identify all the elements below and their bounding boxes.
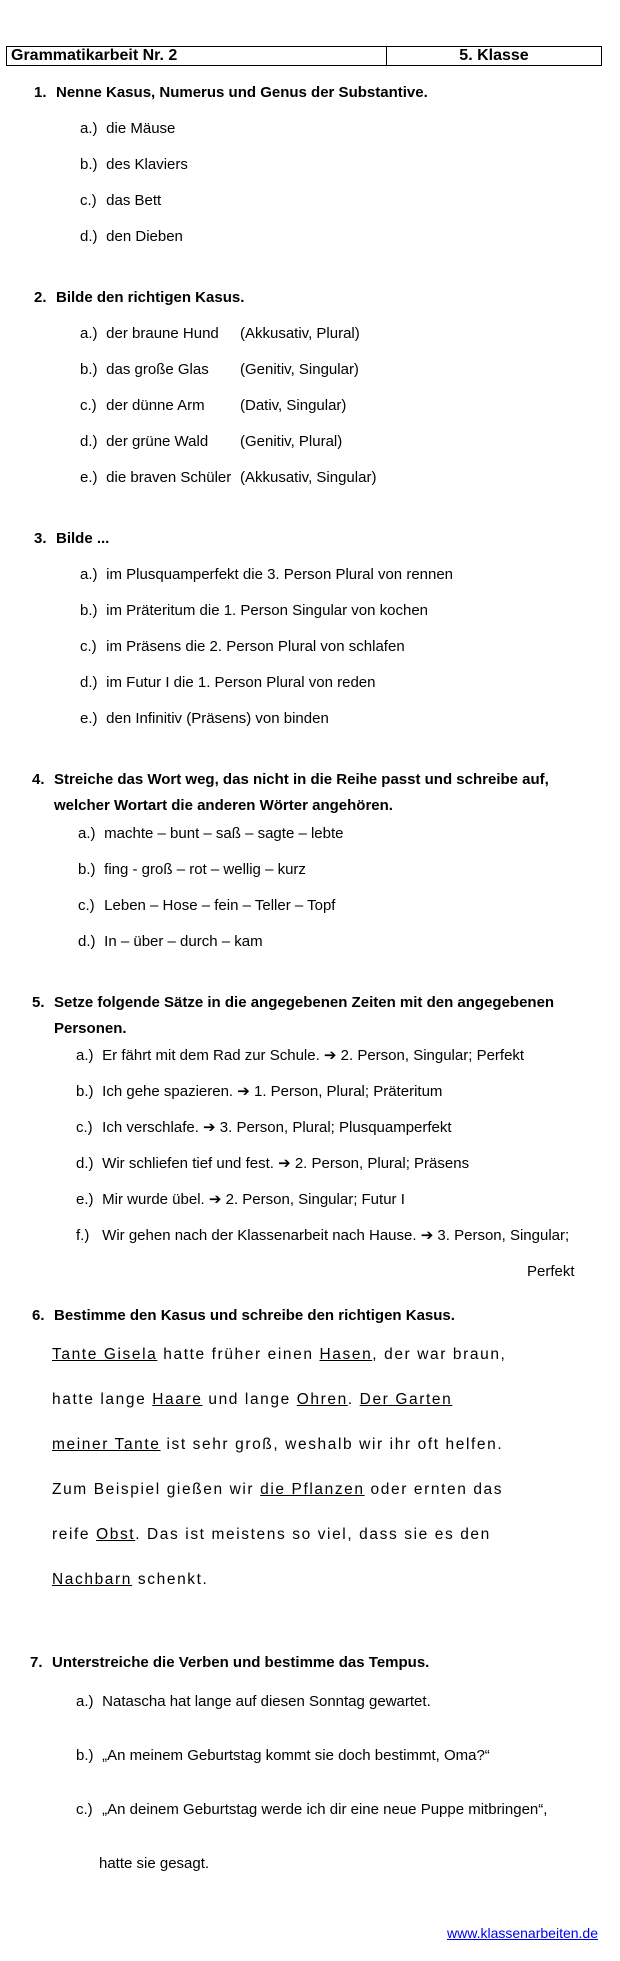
item-text: den Dieben: [106, 228, 183, 245]
text-line-4: [52, 1480, 503, 1500]
item-label: d.): [80, 228, 98, 245]
text-segment: , der war braun,: [372, 1346, 507, 1363]
item-text: „An deinem Geburtstag werde ich dir eine neue Puppe mitbringen“,: [102, 1801, 548, 1818]
underlined-word: meiner Tante: [52, 1436, 161, 1453]
text-segment: . Das ist meistens so viel, dass sie es den: [135, 1526, 491, 1543]
text-line-3: [52, 1435, 503, 1455]
item-label: a.): [76, 1693, 94, 1710]
item-text: Leben – Hose – fein – Teller – Topf: [104, 897, 336, 914]
underlined-word: Der Garten: [359, 1391, 453, 1408]
item-label: c.): [78, 897, 95, 914]
grade-label: 5. Klasse: [459, 47, 529, 64]
item-text: der grüne Wald: [106, 433, 209, 450]
list-item: [80, 469, 480, 487]
item-label: c.): [80, 638, 97, 655]
underlined-word: Ohren: [296, 1391, 348, 1408]
item-text: den Infinitiv (Präsens) von binden: [106, 710, 329, 727]
underlined-word: Hasen: [319, 1346, 373, 1363]
text-line-5: [52, 1525, 491, 1545]
underlined-word: Tante Gisela: [52, 1346, 158, 1363]
text-segment: schenkt.: [132, 1571, 209, 1588]
question-4: [32, 771, 549, 789]
text-segment: ist sehr groß, weshalb wir ihr oft helfen.: [160, 1436, 504, 1453]
item-text: im Plusquamperfekt die 3. Person Plural von rennen: [106, 566, 454, 583]
text-segment: Zum Beispiel gießen wir: [52, 1481, 261, 1498]
list-item: [80, 397, 480, 415]
text-segment: und lange: [202, 1391, 297, 1408]
question-text: Nenne Kasus, Numerus und Genus der Substantive.: [56, 84, 428, 101]
underlined-word: die Pflanzen: [260, 1481, 365, 1498]
item-text: fing - groß – rot – wellig – kurz: [104, 861, 306, 878]
list-item: [76, 1801, 547, 1819]
question-6: [32, 1307, 455, 1325]
item-label: c.): [80, 192, 97, 209]
list-item: [80, 710, 329, 728]
question-3: [34, 530, 109, 548]
item-label: a.): [80, 325, 98, 342]
item-label: d.): [76, 1155, 94, 1172]
item-label: c.): [76, 1119, 93, 1136]
list-item: [78, 825, 344, 843]
list-item: [80, 638, 405, 656]
item-label: b.): [80, 156, 98, 173]
item-text: die braven Schüler: [106, 469, 232, 486]
underlined-word: Haare: [152, 1391, 203, 1408]
list-item: [76, 1693, 431, 1711]
list-item: [80, 674, 375, 692]
text-line-6: [52, 1570, 208, 1590]
item-text: des Klaviers: [106, 156, 188, 173]
text-line-2: [52, 1390, 452, 1410]
item-label: a.): [80, 120, 98, 137]
list-item: [76, 1083, 442, 1101]
list-item: [76, 1747, 490, 1765]
item-label: b.): [78, 861, 96, 878]
item-label: d.): [80, 433, 98, 450]
item-text: Mir wurde übel. ➔ 2. Person, Singular; Futur I: [102, 1191, 405, 1208]
text-segment: hatte früher einen: [157, 1346, 320, 1363]
list-item: [80, 192, 161, 210]
item-text: im Präteritum die 1. Person Singular von kochen: [106, 602, 428, 619]
item-text: im Futur I die 1. Person Plural von reden: [106, 674, 376, 691]
item-label: c.): [76, 1801, 93, 1818]
item-text: Wir schliefen tief und fest. ➔ 2. Person, Plural; Präsens: [102, 1155, 470, 1172]
list-item: [78, 897, 335, 915]
item-text: der braune Hund: [106, 325, 219, 342]
question-2: [34, 289, 244, 307]
item-text: Er fährt mit dem Rad zur Schule. ➔ 2. Person, Singular; Perfekt: [102, 1047, 525, 1064]
item-text: „An meinem Geburtstag kommt sie doch bestimmt, Oma?“: [102, 1747, 490, 1764]
list-item: [80, 228, 183, 246]
item-label: d.): [78, 933, 96, 950]
text-segment: oder ernten das: [364, 1481, 504, 1498]
question-4-line-2: welcher Wortart die anderen Wörter angehören.: [54, 797, 393, 814]
item-label: f.): [76, 1227, 90, 1244]
worksheet-title: Grammatikarbeit Nr. 2: [7, 47, 387, 65]
item-label: d.): [80, 674, 98, 691]
question-5-line-2: Personen.: [54, 1020, 127, 1037]
item-label: b.): [76, 1083, 94, 1100]
list-item: [76, 1047, 524, 1065]
list-item: [80, 325, 480, 343]
text-segment: .: [347, 1391, 360, 1408]
text-segment: reife: [52, 1526, 97, 1543]
question-number: 1.: [34, 84, 47, 101]
list-item: [76, 1227, 569, 1245]
list-item: [80, 120, 175, 138]
question-number: 2.: [34, 289, 47, 306]
item-text: machte – bunt – saß – sagte – lebte: [104, 825, 344, 842]
item-label: b.): [80, 361, 98, 378]
item-text: Wir gehen nach der Klassenarbeit nach Hause. ➔ 3. Person, Singular;: [102, 1227, 570, 1244]
item-text: das große Glas: [106, 361, 209, 378]
list-item: [80, 602, 428, 620]
item-text: im Präsens die 2. Person Plural von schlafen: [106, 638, 405, 655]
item-label: e.): [80, 710, 98, 727]
website-link[interactable]: www.klassenarbeiten.de: [447, 1925, 598, 1941]
list-item: [80, 566, 453, 584]
list-item: [78, 933, 263, 951]
item-label: b.): [76, 1747, 94, 1764]
list-item: [76, 1155, 469, 1173]
item-label: e.): [80, 469, 98, 486]
question-text: Setze folgende Sätze in die angegebenen Zeiten mit den angegebenen: [54, 994, 555, 1011]
list-item: [76, 1119, 452, 1137]
list-item: [80, 361, 480, 379]
item-text: das Bett: [106, 192, 162, 209]
question-text: Bestimme den Kasus und schreibe den richtigen Kasus.: [54, 1307, 455, 1324]
case-hint: (Dativ, Singular): [240, 397, 347, 414]
item-text: Ich gehe spazieren. ➔ 1. Person, Plural; Präteritum: [102, 1083, 443, 1100]
question-number: 5.: [32, 994, 45, 1011]
case-hint: (Akkusativ, Plural): [240, 325, 360, 342]
case-hint: (Genitiv, Singular): [240, 361, 359, 378]
list-item: [80, 156, 188, 174]
underlined-word: Obst: [96, 1526, 136, 1543]
item-label: a.): [80, 566, 98, 583]
item-text: der dünne Arm: [106, 397, 205, 414]
item-label: c.): [80, 397, 97, 414]
underlined-word: Nachbarn: [52, 1571, 133, 1588]
item-continuation: hatte sie gesagt.: [99, 1855, 210, 1872]
item-text: die Mäuse: [106, 120, 176, 137]
case-hint: (Akkusativ, Singular): [240, 469, 377, 486]
question-text: Unterstreiche die Verben und bestimme das Tempus.: [52, 1654, 430, 1671]
question-text: Bilde den richtigen Kasus.: [56, 289, 245, 306]
list-item: [80, 433, 480, 451]
item-text: In – über – durch – kam: [104, 933, 263, 950]
text-segment: hatte lange: [52, 1391, 153, 1408]
question-7: [30, 1654, 429, 1672]
case-hint: (Genitiv, Plural): [240, 433, 343, 450]
question-number: 4.: [32, 771, 45, 788]
list-item: [76, 1191, 405, 1209]
item-label: b.): [80, 602, 98, 619]
question-5: [32, 994, 554, 1012]
question-text: Bilde ...: [56, 530, 110, 547]
item-continuation: Perfekt: [527, 1263, 575, 1280]
question-number: 3.: [34, 530, 47, 547]
question-number: 7.: [30, 1654, 43, 1671]
list-item: [78, 861, 306, 879]
item-text: Natascha hat lange auf diesen Sonntag gewartet.: [102, 1693, 431, 1710]
item-text: Ich verschlafe. ➔ 3. Person, Plural; Plusquamperfekt: [102, 1119, 452, 1136]
header-table: [6, 46, 602, 66]
item-label: e.): [76, 1191, 94, 1208]
question-1: [34, 84, 428, 102]
text-line-1: [52, 1345, 506, 1365]
question-number: 6.: [32, 1307, 45, 1324]
item-label: a.): [78, 825, 96, 842]
item-label: a.): [76, 1047, 94, 1064]
question-text: Streiche das Wort weg, das nicht in die Reihe passt und schreibe auf,: [54, 771, 549, 788]
